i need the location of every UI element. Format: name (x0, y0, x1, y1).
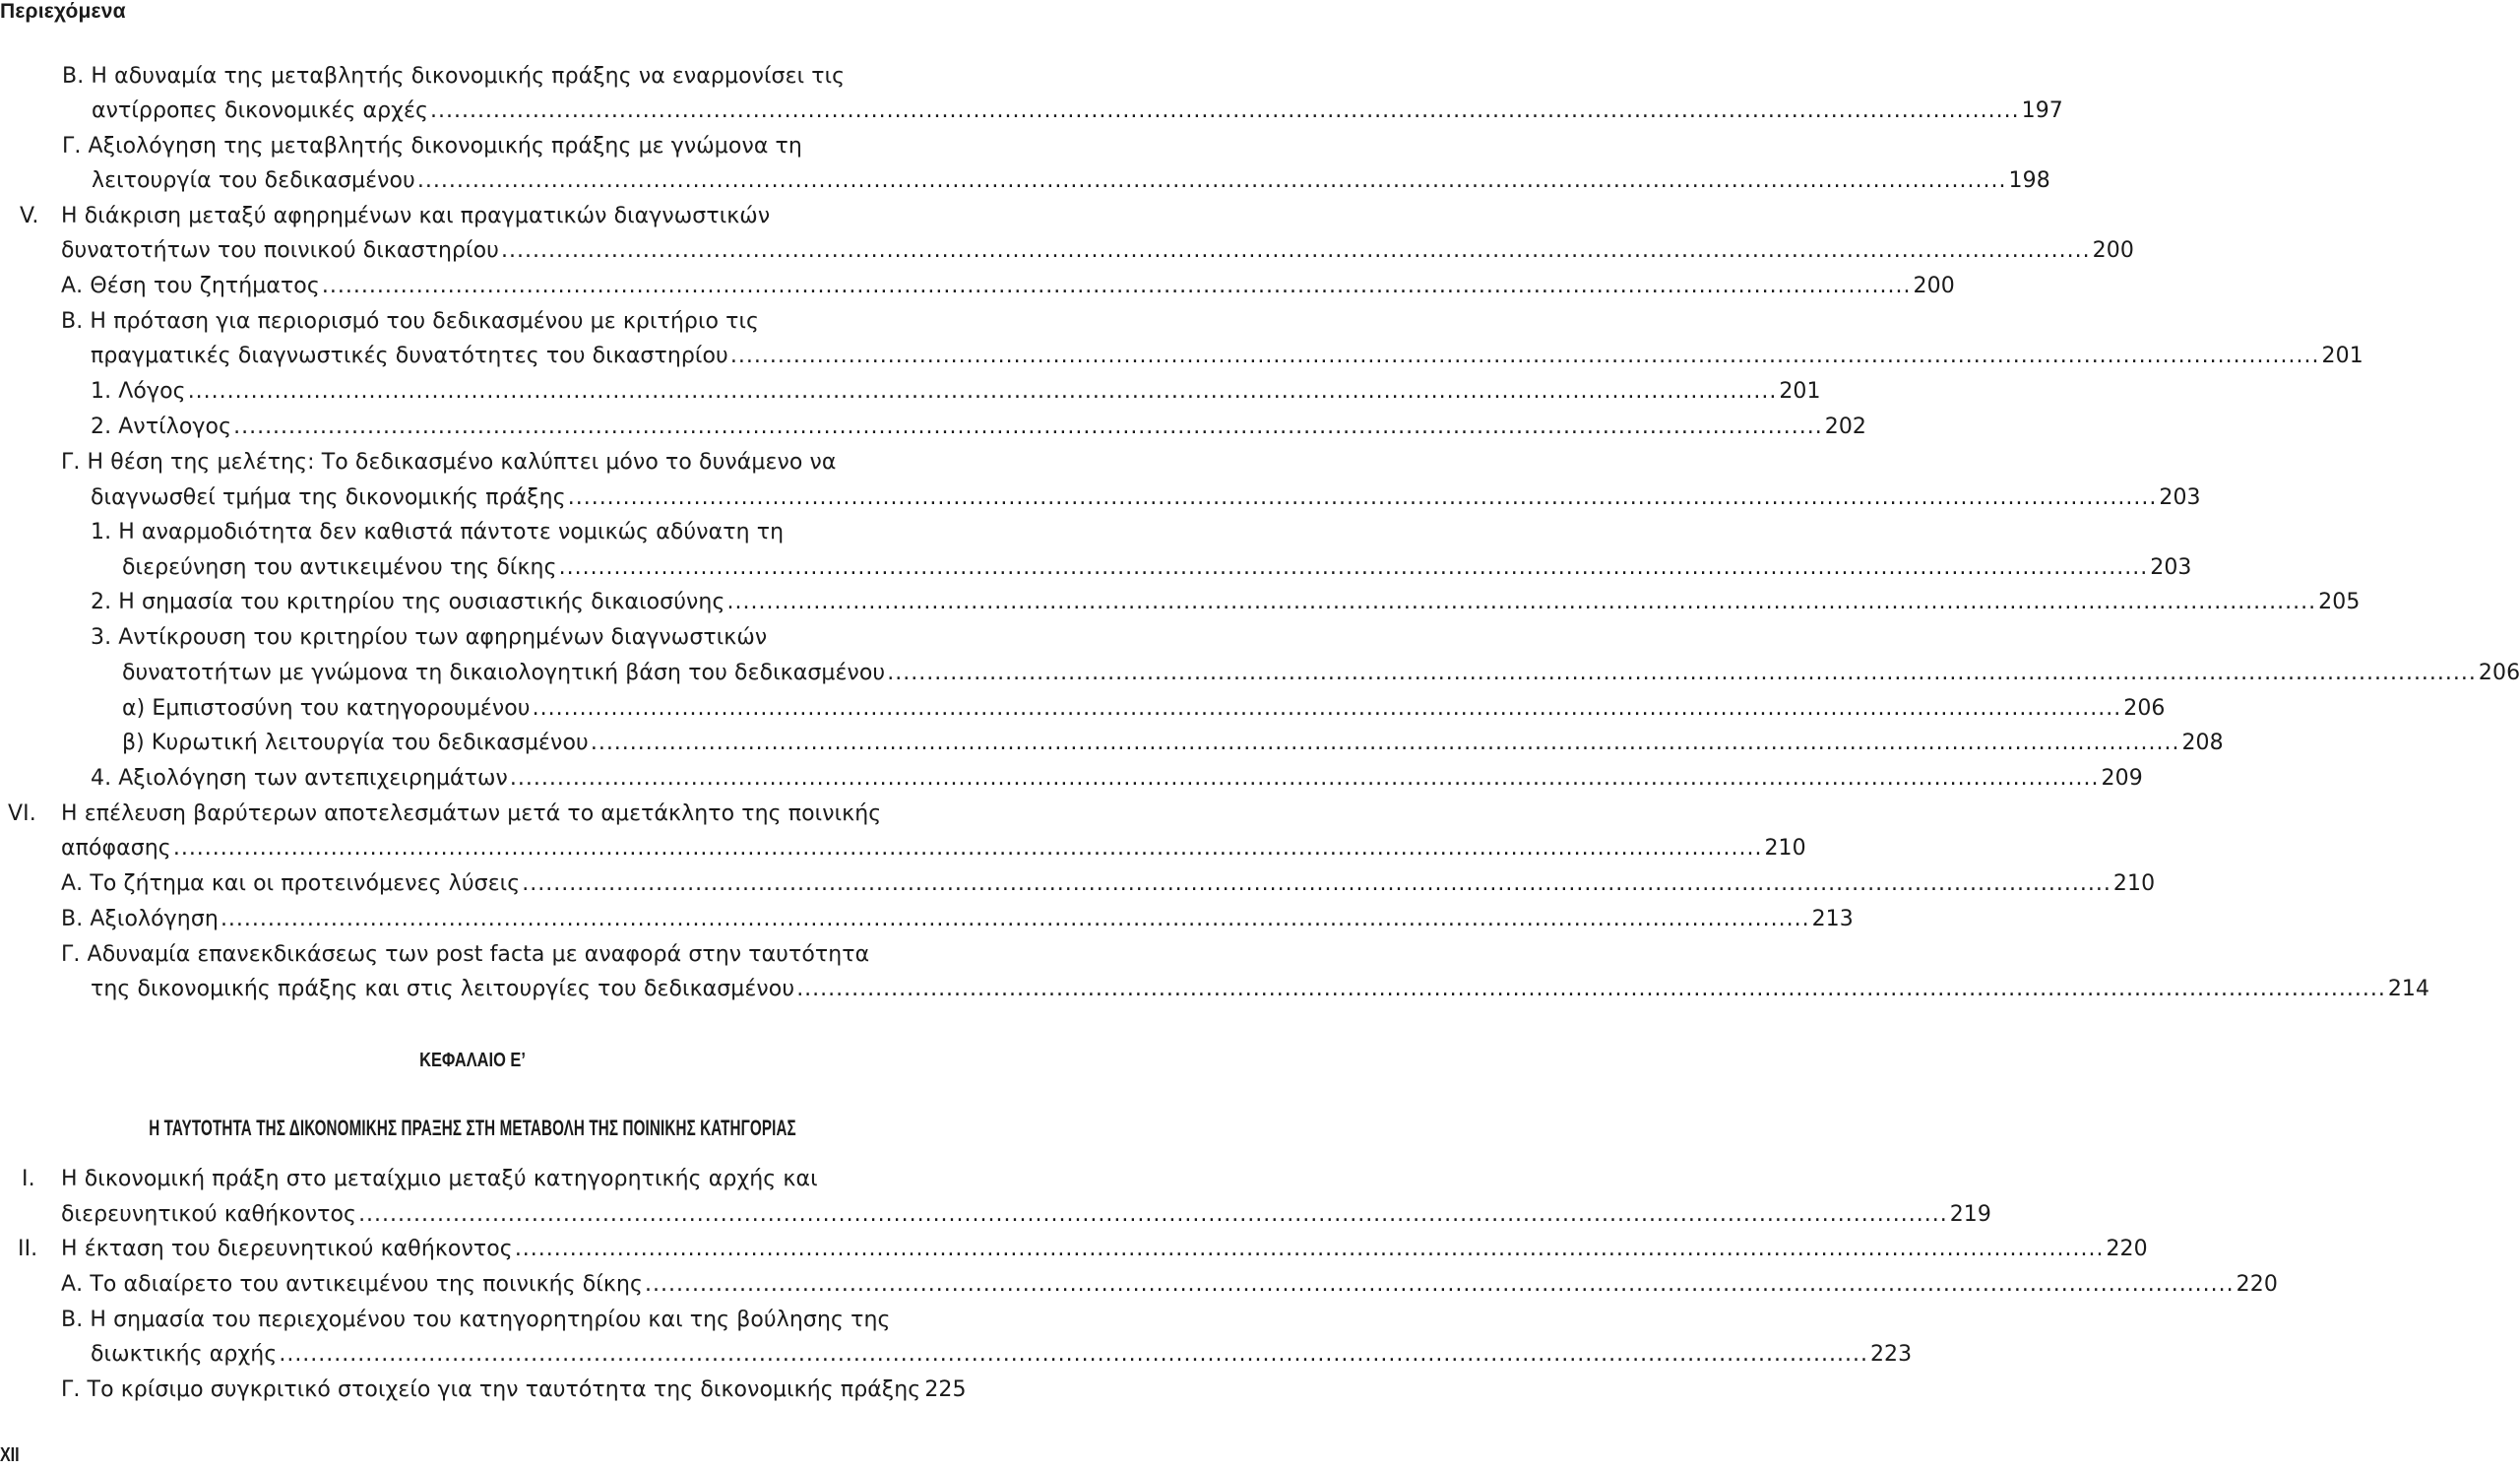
toc-leader-dots (417, 163, 2007, 199)
toc-line (61, 1373, 967, 1408)
toc-line (92, 94, 2063, 129)
toc-entry-label: Γ. Το κρίσιμο συγκριτικό στοιχείο για την ταυτότητα της δικονομικής πράξης (61, 1377, 921, 1402)
toc-leader-dots (430, 94, 2020, 129)
toc-leader-dots (220, 902, 1810, 937)
toc-entry-label: απόφασης (61, 836, 171, 861)
toc-entry-label: διερευνητικού καθήκοντος (61, 1202, 357, 1227)
toc-line (61, 902, 1854, 937)
toc-line (62, 59, 945, 95)
toc-entry-label: Η έκταση του διερευνητικού καθήκοντος (61, 1237, 513, 1261)
toc-line (91, 515, 945, 550)
toc-page-number: 203 (2150, 555, 2192, 580)
toc-leader-dots (591, 726, 2180, 761)
toc-line (62, 129, 945, 164)
toc-line (61, 269, 1955, 304)
toc-page-number: 208 (2181, 731, 2224, 755)
toc-entry-label: β) Κυρωτική λειτουργία του δεδικασμένου (122, 731, 589, 755)
toc-line (91, 339, 2363, 374)
toc-leader-dots (501, 233, 2091, 269)
toc-entry-label: Αξιολόγηση της μεταβλητής δικονομικής πράξης με γνώμονα τη (88, 134, 802, 159)
toc-line (22, 1162, 945, 1197)
toc-line (61, 1197, 1991, 1233)
toc-entry-label: 4. Αξιολόγηση των αντεπιχειρημάτων (91, 766, 508, 791)
toc-entry-label: πραγματικές διαγνωστικές δυνατότητες του δικαστηρίου (91, 344, 728, 368)
toc-line (91, 1337, 1913, 1373)
toc-entry-label: Β. Αξιολόγηση (61, 907, 219, 931)
toc-entry-number: II. (18, 1237, 38, 1261)
toc-leader-dots (730, 339, 2320, 374)
toc-entry-label: Β. Η σημασία του περιεχομένου του κατηγορητηρίου και της βούλησης της (61, 1308, 891, 1332)
footer-page-number: XII (0, 1444, 20, 1466)
toc-entry-label: Γ. Αδυναμία επανεκδικάσεως των post facta με αναφορά στην ταυτότητα (61, 942, 870, 967)
toc-line (61, 866, 2156, 902)
toc-entry-label: Η δικονομική πράξη στο μεταίχμιο μεταξύ κατηγορητικής αρχής και (61, 1167, 818, 1191)
toc-line (122, 691, 2166, 727)
toc-entry-label: Η διάκριση μεταξύ αφηρημένων και πραγματικών διαγνωστικών (61, 204, 771, 228)
toc-line (91, 972, 2430, 1007)
toc-leader-dots (559, 550, 2149, 586)
toc-page-number: 203 (2159, 485, 2201, 510)
toc-entry-label: 3. Αντίκρουση του κριτηρίου των αφηρημένων διαγνωστικών (91, 625, 768, 650)
toc-leader-dots (322, 269, 1912, 304)
toc-page-number: 205 (2318, 590, 2361, 614)
toc-leader-dots (522, 866, 2111, 902)
chapter-label: ΚΕΦΑΛΑΙΟ Ε’ (419, 1050, 526, 1071)
toc-line (122, 726, 2224, 761)
toc-leader-dots (568, 480, 2158, 516)
toc-line (91, 620, 945, 656)
toc-leader-dots (796, 972, 2386, 1007)
toc-page-number: 201 (2321, 344, 2363, 368)
toc-line (20, 199, 945, 234)
toc-entry-number: Γ. (62, 134, 82, 159)
toc-page-number: 213 (1811, 907, 1854, 931)
toc-entry-label: Η αδυναμία της μεταβλητής δικονομικής πράξης να εναρμονίσει τις (91, 64, 846, 89)
toc-line (122, 550, 2192, 586)
toc-entry-label: 1. Λόγος (91, 379, 186, 404)
toc-entry-label: 2. Αντίλογος (91, 415, 232, 439)
toc-line (91, 761, 2143, 797)
toc-entry-label: 2. Η σημασία του κριτηρίου της ουσιαστικής δικαιοσύνης (91, 590, 725, 614)
toc-entry-number: VI. (8, 801, 36, 826)
toc-entry-label: Η επέλευση βαρύτερων αποτελεσμάτων μετά το αμετάκλητο της ποινικής (61, 801, 882, 826)
toc-entry-label: α) Εμπιστοσύνη του κατηγορουμένου (122, 696, 531, 721)
toc-entry-label: αντίρροπες δικονομικές αρχές (92, 98, 428, 123)
toc-entry-number: I. (22, 1167, 35, 1191)
toc-leader-dots (510, 761, 2100, 797)
toc-leader-dots (887, 656, 2477, 691)
toc-line (61, 1303, 945, 1338)
toc-page-number: 220 (2236, 1272, 2278, 1297)
toc-entry-label: διαγνωσθεί τμήμα της δικονομικής πράξης (91, 485, 566, 510)
toc-entry-label: της δικονομικής πράξης και στις λειτουργίες του δεδικασμένου (91, 977, 795, 1001)
toc-page-number: 200 (1913, 274, 1955, 298)
toc-page-number: 225 (924, 1377, 967, 1402)
toc-entry-text (62, 129, 802, 164)
toc-page-number: 209 (2101, 766, 2143, 791)
toc-leader-dots (173, 831, 1763, 866)
toc-entry-label: δυνατοτήτων του ποινικού δικαστηρίου (61, 238, 499, 263)
toc-leader-dots (279, 1337, 1868, 1373)
toc-entry-label: 1. Η αναρμοδιότητα δεν καθιστά πάντοτε νομικώς αδύνατη τη (91, 520, 785, 544)
toc-page-number: 219 (1949, 1202, 1991, 1227)
toc-entry-label: Α. Το αδιαίρετο του αντικειμένου της ποινικής δίκης (61, 1272, 644, 1297)
toc-page-number: 214 (2387, 977, 2430, 1001)
toc-line (18, 1232, 2148, 1267)
toc-leader-dots (645, 1267, 2235, 1303)
toc-leader-dots (727, 585, 2317, 620)
toc-page-number: 220 (2106, 1237, 2148, 1261)
page-header-title: Περιεχόμενα (0, 0, 126, 23)
toc-entry-label: διωκτικής αρχής (91, 1342, 278, 1367)
toc-leader-dots (233, 410, 1823, 445)
toc-line (61, 937, 945, 973)
toc-line (92, 163, 2050, 199)
toc-line (61, 831, 1806, 866)
toc-entry-number: V. (20, 204, 39, 228)
toc-line (61, 233, 2134, 269)
toc-line (91, 480, 2201, 516)
toc-line (91, 585, 2361, 620)
toc-page-number: 210 (2112, 871, 2156, 896)
toc-page-number: 210 (1764, 836, 1806, 861)
toc-entry-label: Α. Θέση του ζητήματος (61, 274, 320, 298)
toc-entry-number: Β. (62, 64, 85, 89)
toc-line (61, 1267, 2278, 1303)
toc-page-number: 198 (2008, 168, 2050, 193)
toc-leader-dots (533, 691, 2122, 727)
toc-entry-label: δυνατοτήτων με γνώμονα τη δικαιολογητική βάση του δεδικασμένου (122, 661, 886, 685)
toc-entry-label: Γ. Η θέση της μελέτης: Το δεδικασμένο καλύπτει μόνο το δυνάμενο να (61, 450, 837, 475)
toc-line (91, 374, 1821, 410)
toc-entry-label: λειτουργία του δεδικασμένου (92, 168, 415, 193)
toc-page-number: 200 (2092, 238, 2134, 263)
toc-entry-text (62, 59, 845, 95)
toc-page-number: 201 (1779, 379, 1821, 404)
chapter-title: Η ΤΑΥΤΟΤΗΤΑ ΤΗΣ ΔΙΚΟΝΟΜΙΚΗΣ ΠΡΑΞΗΣ ΣΤΗ ΜΕΤΑΒΟΛΗ ΤΗΣ ΠΟΙΝΙΚΗΣ ΚΑΤΗΓΟΡΙΑΣ (149, 1116, 796, 1140)
toc-line (91, 410, 1867, 445)
toc-line (61, 445, 945, 480)
toc-line (8, 797, 945, 832)
toc-page-number: 206 (2478, 661, 2520, 685)
toc-entry-label: Α. Το ζήτημα και οι προτεινόμενες λύσεις (61, 871, 521, 896)
toc-page-number: 206 (2123, 696, 2166, 721)
toc-leader-dots (188, 374, 1778, 410)
toc-line (61, 304, 945, 340)
toc-leader-dots (358, 1197, 1948, 1233)
toc-page-number: 197 (2021, 98, 2063, 123)
toc-leader-dots (515, 1232, 2105, 1267)
toc-entry-label: διερεύνηση του αντικειμένου της δίκης (122, 555, 557, 580)
toc-page-number: 202 (1824, 415, 1867, 439)
toc-line (122, 656, 2520, 691)
toc-entry-label: Β. Η πρόταση για περιορισμό του δεδικασμένου με κριτήριο τις (61, 309, 760, 334)
toc-page-number: 223 (1869, 1342, 1913, 1367)
